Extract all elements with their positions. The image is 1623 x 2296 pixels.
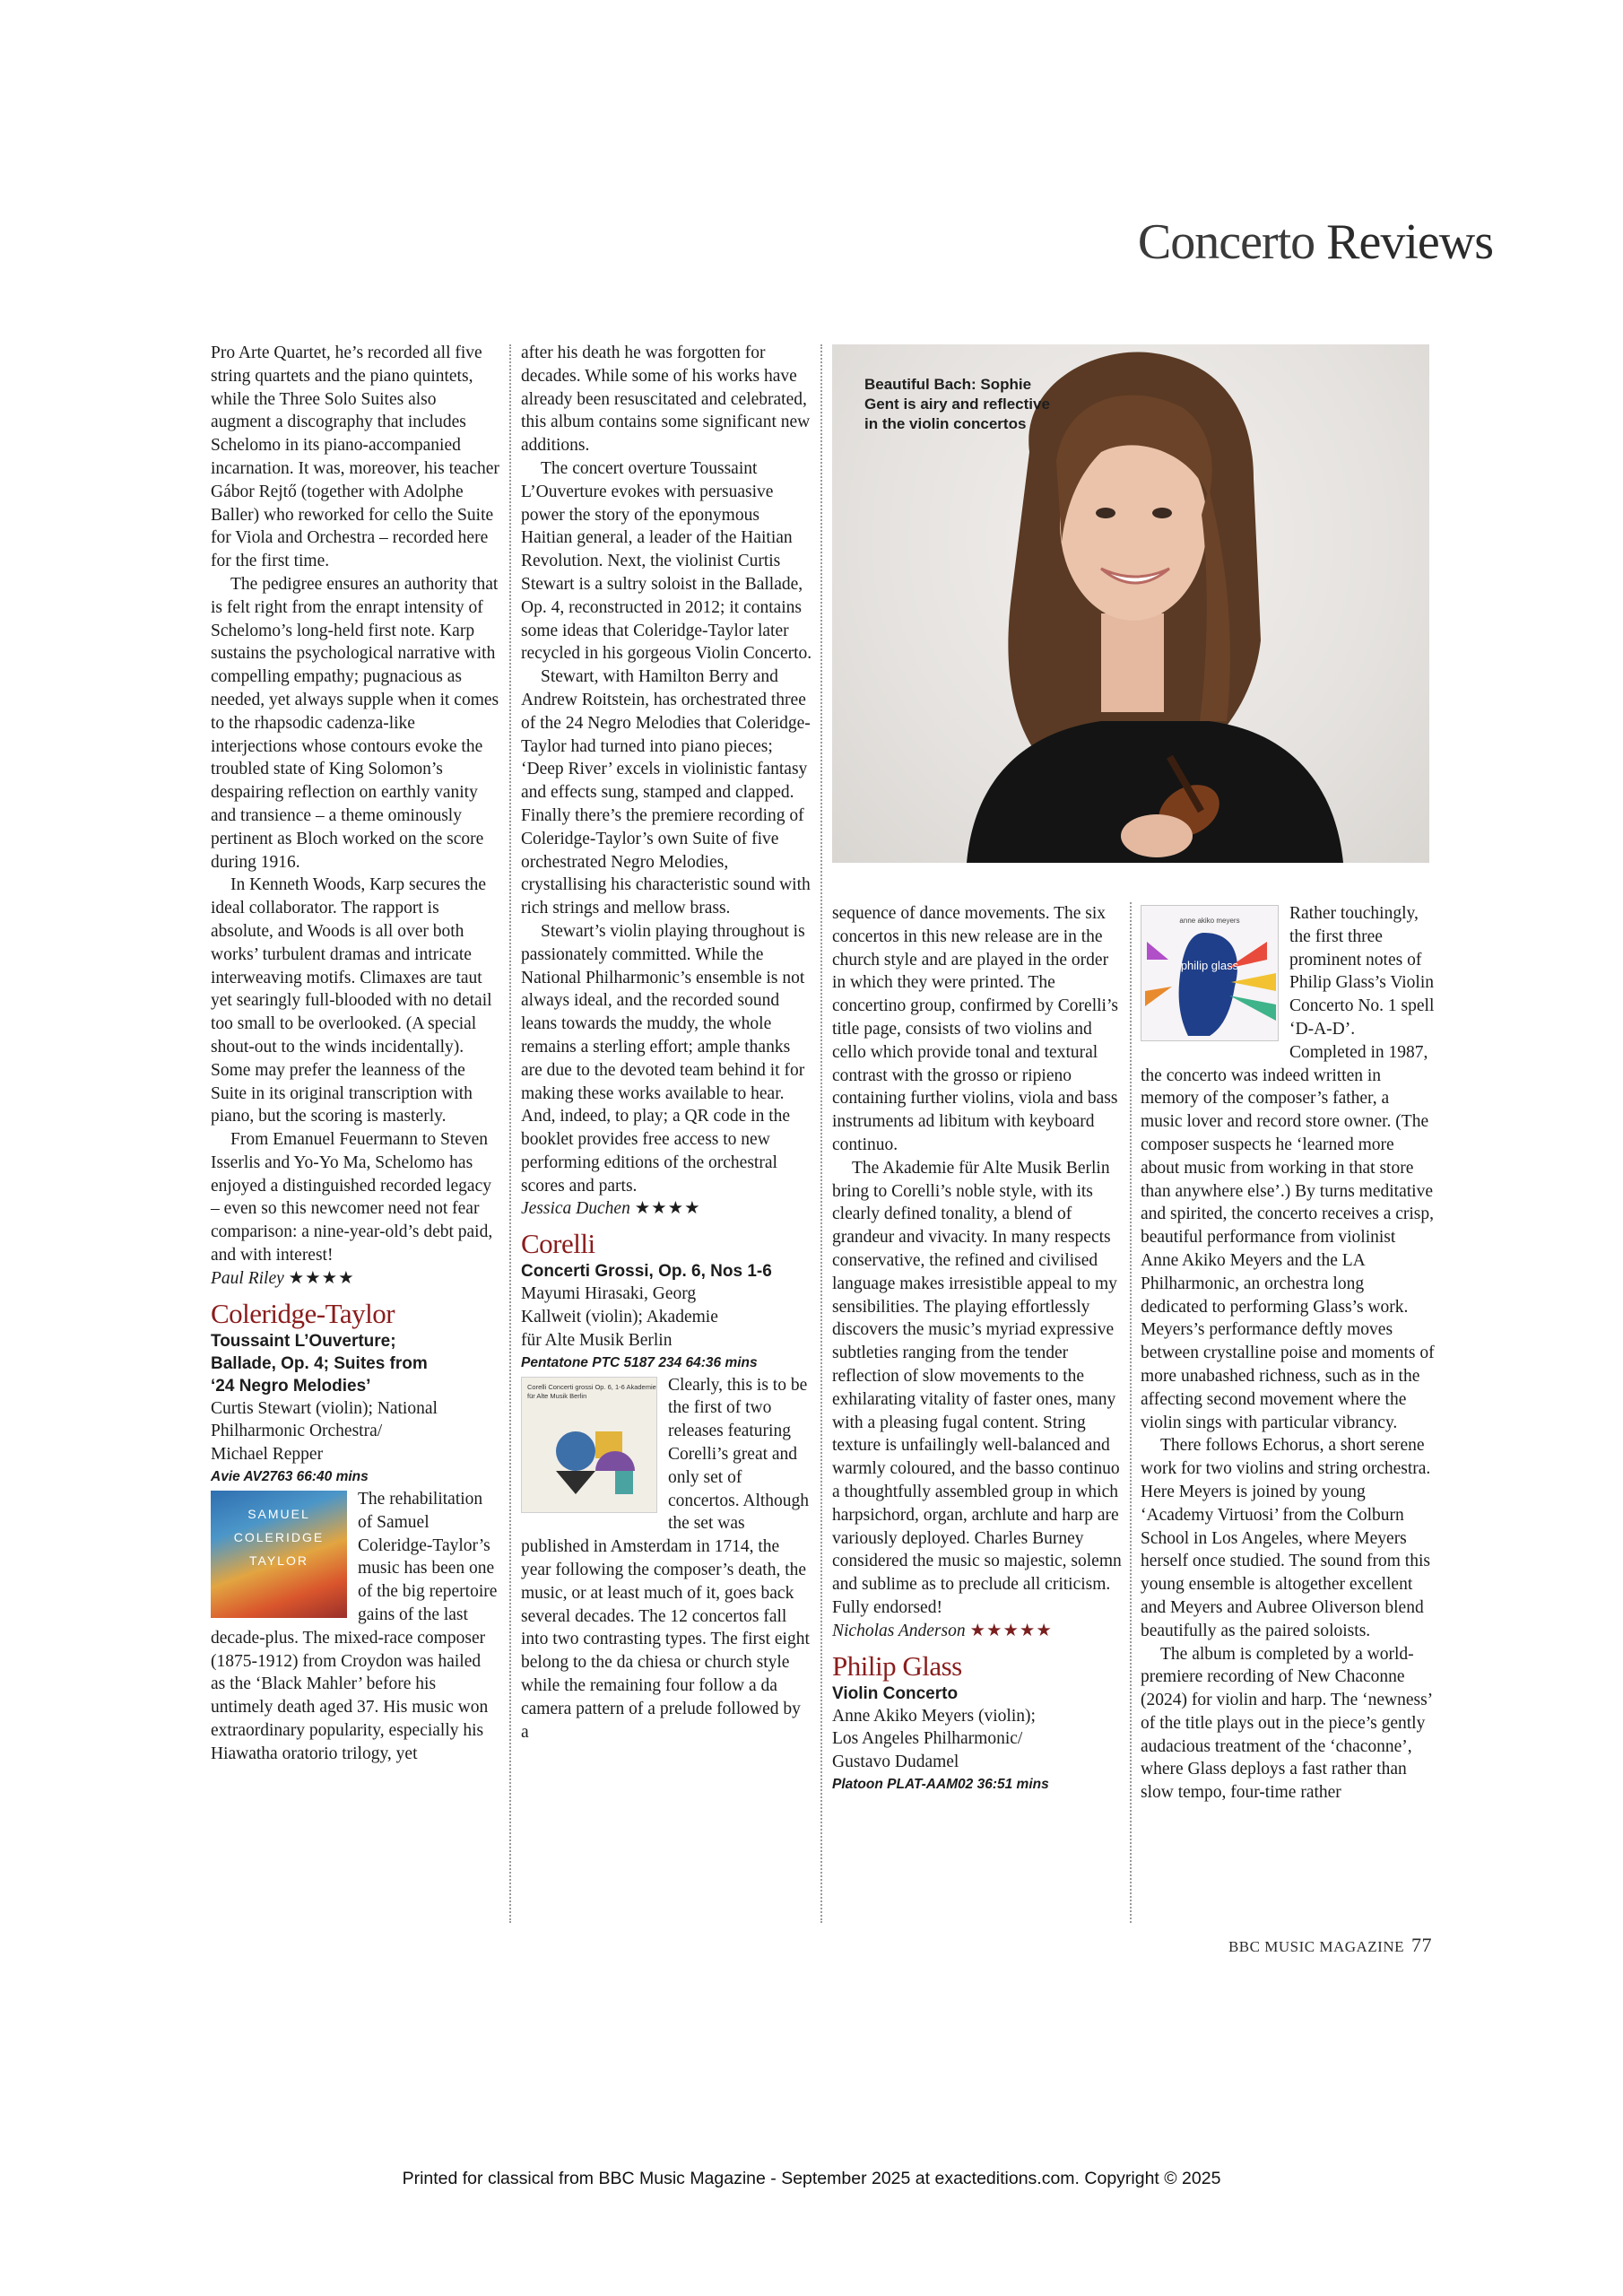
- page-number: 77: [1411, 1934, 1432, 1956]
- review-composer-heading: Philip Glass: [832, 1649, 962, 1682]
- reviewer-name: Jessica Duchen: [521, 1199, 630, 1219]
- star-rating: ★★★★: [634, 1199, 701, 1219]
- album-cover-art: [522, 1378, 656, 1512]
- column-4: [1141, 902, 1435, 1805]
- photo-caption: Beautiful Bach: Sophie Gent is airy and reflective in the violin concertos: [864, 376, 1050, 432]
- review-credit: [832, 1620, 1126, 1643]
- album-cover-image: [1141, 905, 1279, 1041]
- paragraph: sequence of dance movements. The six concertos in this new release are in the church style and are played in the order in which they were printed. The concertino group, confirmed by Corelli’s title page, consists of two violins and cello which provide tonal and textural contrast with the grosso or ripieno containing further violins, viola and bass instruments ad libitum with keyboard continuo.: [832, 904, 1118, 1154]
- paragraph: The Akademie für Alte Musik Berlin bring to Corelli’s noble style, with its clearly defined tonality, a blend of grandeur and vivacity. In many respects conservative, the refined and civilised language makes irresistible appeal to my sensibilities. The playing effortlessly discovers the music’s myriad expressive subtleties ranging from the tender reflection of slow movements to the exhilarating vitality of faster ones, many with a pleasing fugal content. String texture is unfailingly well-balanced and warmly coloured, and the basso continuo a thoughtfully assembled group in which harpsichord, organ, archlute and harp are variously deployed. Charles Burney considered the music so majestic, solemn and sublime as to preclude all criticism. Fully endorsed!: [832, 1158, 1122, 1617]
- column-divider: [1130, 902, 1132, 1923]
- paragraph: The rehabilitation of Samuel Coleridge-Taylor’s music has been one of the big repertoire gains of the last decade-plus. The mixed-race composer (1875-1912) from Croydon was hailed as the ‘Black Mahler’ before his untimely death aged 37. His music won extraordinary popularity, especially his Hiawatha oratorio trilogy, yet: [211, 1490, 498, 1763]
- review-work-title: Violin Concerto: [832, 1683, 959, 1703]
- paragraph: The concert overture Toussaint L’Ouverture evokes with persuasive power the story of the eponymous Haitian general, a leader of the Haitian Revolution. Next, the violinist Curtis Stewart is a sultry soloist in the Ballade, Op. 4, reconstructed in 2012; it contains some ideas that Coleridge-Taylor later recycled in his gorgeous Violin Concerto.: [521, 458, 812, 664]
- star-rating: ★★★★: [288, 1268, 355, 1288]
- column-1: [211, 342, 499, 1766]
- paragraph: Clearly, this is to be the first of two releases featuring Corelli’s great and only set of concertos. Although the set was published in Amsterdam in 1714, the year following the composer’s death, the music, or at least much of it, goes back several decades. The 12 concertos fall into two contrasting types. The first eight belong to the da chiesa or church style while the remaining four follow a da camera pattern of a prelude followed by a: [521, 1375, 810, 1742]
- review-performers: Curtis Stewart (violin); National Philharmonic Orchestra/ Michael Repper: [211, 1398, 438, 1465]
- album-cover-title: Corelli Concerti grossi Op. 6, 1-6 Akademie für Alte Musik Berlin: [527, 1382, 656, 1400]
- album-cover-image: [521, 1377, 657, 1513]
- reviewer-name: Paul Riley: [211, 1268, 284, 1288]
- album-cover-label: anne akiko meyers: [1179, 917, 1240, 925]
- magazine-name: BBC MUSIC MAGAZINE: [1228, 1938, 1404, 1955]
- album-cover-title: SAMUEL COLERIDGE TAYLOR: [233, 1507, 325, 1568]
- column-2: [521, 342, 812, 1744]
- violinist-photo: [832, 344, 1429, 863]
- catalogue-number: Platoon PLAT-AAM02 36:51 mins: [832, 1776, 1049, 1792]
- catalogue-number: Pentatone PTC 5187 234 64:36 mins: [521, 1354, 758, 1370]
- review-performers: Anne Akiko Meyers (violin); Los Angeles Philharmonic/ Gustavo Dudamel: [832, 1706, 1036, 1772]
- print-notice: Printed for classical from BBC Music Magazine - September 2025 at exacteditions.com. Copyright © 2025: [402, 2169, 1221, 2188]
- section-title-bold: Reviews: [1326, 214, 1493, 270]
- column-3: [832, 902, 1126, 1796]
- review-composer-heading: Corelli: [521, 1228, 595, 1260]
- paragraph: The album is completed by a world-premiere recording of New Chaconne (2024) for violin and harp. The ‘newness’ of the title plays out in the piece’s gently audacious treatment of the ‘chaconne’, where Glass deploys a fast rather than slow tempo, four-time rather: [1141, 1644, 1432, 1803]
- paragraph: Stewart, with Hamilton Berry and Andrew Roitstein, has orchestrated three of the 24 Negro Melodies that Coleridge-Taylor had turned into piano pieces; ‘Deep River’ excels in violinistic fantasy and effects sung, stamped and clapped. Finally there’s the premiere recording of Coleridge-Taylor’s own Suite of five orchestrated Negro Melodies, crystallising his characteristic sound with rich strings and mellow brass.: [521, 667, 811, 918]
- review-performers: Mayumi Hirasaki, Georg Kallweit (violin); Akademie für Alte Musik Berlin: [521, 1284, 718, 1350]
- column-divider: [509, 344, 511, 1923]
- review-credit: [211, 1267, 499, 1291]
- paragraph: The pedigree ensures an authority that is felt right from the enrapt intensity of Schelomo’s long-held first note. Karp sustains the psychological narrative with compelling empathy; pugnacious as needed, yet always supple when it comes to the rhapsodic cadenza-like interjections whose contours evoke the troubled state of King Solomon’s despairing reflection on earthly vanity and transience – a theme ominously pertinent as Bloch worked on the score during 1916.: [211, 574, 499, 872]
- review-credit: [521, 1197, 812, 1221]
- paragraph: Pro Arte Quartet, he’s recorded all five string quartets and the piano quintets, while the Three Solo Suites also augment a discography that includes Schelomo in its piano-accompanied incarnation. It was, moreover, his teacher Gábor Rejtő (together with Adolphe Baller) who reworked for cello the Suite for Viola and Orchestra – recorded here for the first time.: [211, 344, 499, 571]
- section-title-light: Concerto: [1137, 214, 1315, 270]
- page-footer: [1228, 1934, 1432, 1957]
- paragraph: Rather touchingly, the first three prominent notes of Philip Glass’s Violin Concerto No. 1 spell ‘D-A-D’. Completed in 1987, the concerto was indeed written in memory of the composer’s father, a music lover and record store owner. (The composer suspects he ‘learned more about music from working in that store than anywhere else’.) By turns meditative and spirited, the concerto receives a crisp, beautiful performance from violinist Anne Akiko Meyers and the LA Philharmonic, an orchestra long dedicated to performing Glass’s work. Meyers’s performance deftly moves between crystalline poise and moments of more unabashed richness, such as in the affecting second movement where the violin sings with particular vibrancy.: [1141, 904, 1435, 1432]
- column-divider: [820, 344, 822, 1923]
- paragraph: In Kenneth Woods, Karp secures the ideal collaborator. The rapport is absolute, and Woods is all over both works’ turbulent dramas and intricate interweaving motifs. Climaxes are taut yet searingly full-blooded with no detail too small to be overlooked. (A special shout-out to the winds incidentally). Some may prefer the leanness of the Suite in its original transcription with piano, but the scoring is masterly.: [211, 875, 492, 1126]
- paragraph: There follows Echorus, a short serene work for two violins and string orchestra. Here Meyers is joined by young ‘Academy Virtuosi’ from the Colburn School in Los Angeles, where Meyers herself once studied. The sound from this young ensemble is altogether excellent and Meyers and Aubree Oliverson blend beautifully as the paired soloists.: [1141, 1436, 1431, 1640]
- review-work-title: Concerti Grossi, Op. 6, Nos 1-6: [521, 1262, 772, 1282]
- paragraph: Stewart’s violin playing throughout is passionately committed. While the National Philharmonic’s ensemble is not always ideal, and the recorded sound leans towards the muddy, the whole remains a sterling effort; ample thanks are due to the devoted team behind it for making these works available to hear. And, indeed, to play; a QR code in the booklet provides free access to new performing editions of the orchestral scores and parts.: [521, 921, 805, 1196]
- review-work-title: Toussaint L’Ouverture; Ballade, Op. 4; Suites from ‘24 Negro Melodies’: [211, 1331, 428, 1396]
- album-cover-title: philip glass: [1180, 959, 1239, 972]
- paragraph: after his death he was forgotten for decades. While some of his works have already been resuscitated and celebrated, this album contains some significant new additions.: [521, 344, 811, 456]
- catalogue-number: Avie AV2763 66:40 mins: [211, 1469, 369, 1485]
- star-rating: ★★★★★: [969, 1621, 1053, 1640]
- review-composer-heading: Coleridge-Taylor: [211, 1297, 395, 1329]
- album-cover-image: [211, 1491, 347, 1618]
- reviewer-name: Nicholas Anderson: [832, 1621, 966, 1640]
- section-title: [1138, 213, 1493, 271]
- paragraph: From Emanuel Feuermann to Steven Isserlis and Yo-Yo Ma, Schelomo has enjoyed a distinguished recorded legacy – even so this newcomer need not fear comparison: a nine-year-old’s debt paid, and with interest!: [211, 1130, 493, 1265]
